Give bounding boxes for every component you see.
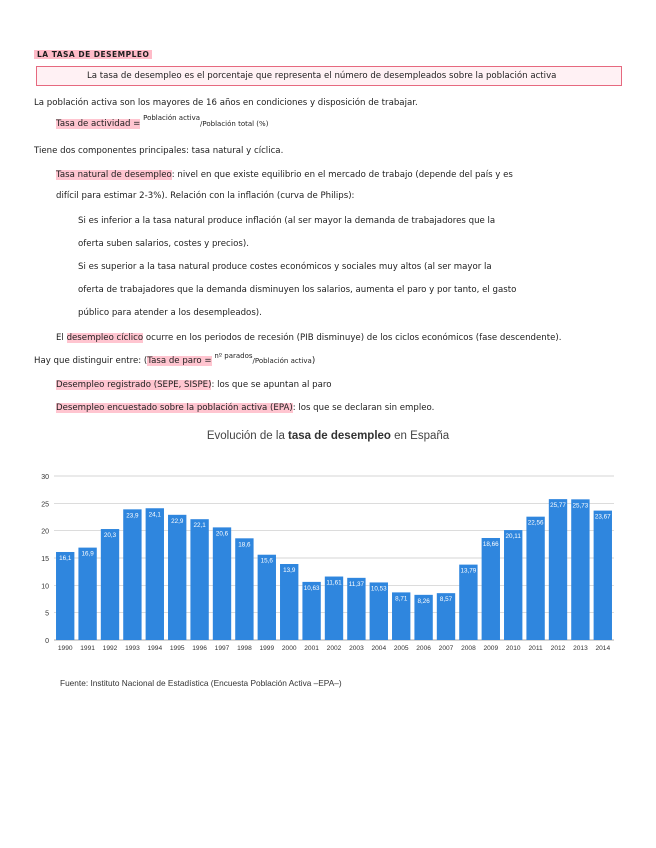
superior-line-2: oferta de trabajadores que la demanda disminuyen los salarios, aumenta el paro y por tanto, el gasto xyxy=(78,285,517,295)
distinguir-pre: Hay que distinguir entre: xyxy=(34,356,142,366)
ciclico-rest: ocurre en los periodos de recesión (PIB disminuye) de los ciclos económicos (fase descendente). xyxy=(145,333,562,343)
bar xyxy=(571,499,589,640)
bar xyxy=(258,555,276,640)
bar-value-label: 22,1 xyxy=(193,522,206,530)
x-tick-label: 2007 xyxy=(438,645,454,652)
bar-value-label: 25,73 xyxy=(572,502,589,510)
x-tick-label: 1994 xyxy=(147,645,163,652)
bar xyxy=(56,552,74,640)
inferior-line-2: oferta suben salarios, costes y precios). xyxy=(78,239,249,249)
bar-value-label: 20,3 xyxy=(103,532,117,540)
tasa-actividad-label: Tasa de actividad = xyxy=(56,119,141,129)
bar xyxy=(146,508,164,640)
source-note: Fuente: Instituto Nacional de Estadística (Encuesta Población Activa –EPA–) xyxy=(60,678,342,688)
x-tick-label: 2005 xyxy=(393,645,409,652)
x-tick-label: 2002 xyxy=(326,645,342,652)
bar-value-label: 11,37 xyxy=(348,580,365,588)
bar xyxy=(190,519,208,640)
x-tick-label: 1999 xyxy=(259,645,275,652)
encuestado-label: Desempleo encuestado sobre la población activa (EPA) xyxy=(56,403,293,413)
y-tick-label: 10 xyxy=(41,583,49,591)
x-tick-label: 1998 xyxy=(237,645,252,652)
x-tick-label: 1993 xyxy=(125,645,140,652)
bar xyxy=(78,548,96,640)
y-tick-label: 15 xyxy=(41,556,49,563)
tasa-actividad-fraction: Población activa/Población total (%) xyxy=(143,113,269,128)
bar-value-label: 24,1 xyxy=(148,511,161,519)
bar xyxy=(526,517,544,640)
x-tick-label: 2001 xyxy=(304,645,319,652)
bar xyxy=(280,564,298,640)
bar-value-label: 22,9 xyxy=(171,517,184,525)
bar xyxy=(213,527,231,640)
y-tick-label: 20 xyxy=(41,528,49,536)
x-tick-label: 2014 xyxy=(595,645,611,652)
superior-line-1: Si es superior a la tasa natural produce costes económicos y sociales muy altos (al ser mayor la xyxy=(78,262,492,272)
bar-value-label: 20,11 xyxy=(505,533,521,541)
poblacion-line: La población activa son los mayores de 16 años en condiciones y disposición de trabajar. xyxy=(34,98,418,108)
doc-title-text: LA TASA DE DESEMPLEO xyxy=(34,50,152,59)
bar-value-label: 18,66 xyxy=(482,540,499,548)
x-tick-label: 2011 xyxy=(528,645,543,652)
ciclico-label: desempleo cíclico xyxy=(66,333,144,343)
bar-value-label: 20,6 xyxy=(215,530,229,538)
x-tick-label: 1990 xyxy=(57,645,73,652)
inferior-line-1: Si es inferior a la tasa natural produce inflación (al ser mayor la demanda de trabajadores que la xyxy=(78,216,496,226)
y-tick-label: 30 xyxy=(41,474,49,481)
x-tick-label: 2010 xyxy=(505,645,521,652)
tasa-paro-label: Tasa de paro = xyxy=(147,356,212,366)
x-tick-label: 2009 xyxy=(483,645,499,652)
registrado-line xyxy=(56,380,332,390)
bar-value-label: 18,6 xyxy=(238,541,251,549)
definition-box xyxy=(36,66,622,86)
x-tick-label: 1991 xyxy=(80,645,95,652)
bar-value-label: 8,71 xyxy=(395,595,408,603)
x-tick-label: 1997 xyxy=(214,645,230,652)
x-tick-label: 1996 xyxy=(192,645,207,652)
bar xyxy=(235,538,253,640)
bar-value-label: 16,1 xyxy=(59,554,72,562)
chart-title-bold: tasa de desempleo xyxy=(288,430,391,442)
x-tick-label: 2013 xyxy=(573,645,588,652)
y-tick-label: 5 xyxy=(45,610,49,618)
bar-value-label: 8,26 xyxy=(417,597,430,605)
tasa-actividad-den: Población total (%) xyxy=(202,119,269,128)
ciclico-line xyxy=(56,333,561,343)
x-tick-label: 2004 xyxy=(371,645,387,652)
definition-text: La tasa de desempleo es el porcentaje que representa el número de desempleados sobre la población activa xyxy=(87,71,557,81)
x-tick-label: 1992 xyxy=(102,645,118,652)
doc-title xyxy=(34,50,152,60)
bar-value-label: 8,57 xyxy=(439,596,453,604)
natural-label: Tasa natural de desempleo xyxy=(56,170,172,180)
bar-value-label: 22,56 xyxy=(527,519,544,527)
x-tick-label: 2000 xyxy=(281,645,297,652)
registrado-label: Desempleo registrado (SEPE, SISPE) xyxy=(56,380,212,390)
bar-value-label: 11,61 xyxy=(326,579,342,587)
x-tick-label: 2012 xyxy=(550,645,566,652)
encuestado-rest: : los que se declaran sin empleo. xyxy=(292,403,435,413)
registrado-rest: : los que se apuntan al paro xyxy=(211,380,332,390)
bar-value-label: 10,63 xyxy=(303,584,320,592)
tasa-paro-den: Población activa xyxy=(254,356,312,365)
bar-value-label: 25,77 xyxy=(550,502,566,510)
bar-value-label: 10,53 xyxy=(370,585,387,593)
y-tick-label: 0 xyxy=(45,638,49,645)
chart-title-post: en España xyxy=(394,430,450,442)
natural-text-1: : nivel en que existe equilibrio en el mercado de trabajo (depende del país y es xyxy=(171,170,513,180)
tasa-paro-num: nº parados xyxy=(214,351,253,360)
chart-title-pre: Evolución de la xyxy=(206,430,285,442)
bar xyxy=(482,538,500,640)
bar xyxy=(459,565,477,640)
x-tick-label: 2003 xyxy=(349,645,364,652)
bar-value-label: 15,6 xyxy=(260,557,273,565)
encuestado-line xyxy=(56,403,434,413)
y-tick-label: 25 xyxy=(41,501,49,509)
tasa-actividad-num: Población activa xyxy=(143,113,201,122)
tasa-actividad-line xyxy=(56,113,269,129)
tasa-paro-fraction: nº parados/Población activa xyxy=(214,351,312,365)
x-tick-label: 1995 xyxy=(169,645,185,652)
bar-value-label: 13,79 xyxy=(460,567,477,575)
bar xyxy=(123,509,141,640)
bar-value-label: 23,9 xyxy=(126,512,139,520)
unemployment-bar-chart xyxy=(30,468,620,658)
chart-title xyxy=(0,430,656,442)
superior-line-3: público para atender a los desempleados). xyxy=(78,308,262,318)
bar-value-label: 23,67 xyxy=(594,513,611,521)
natural-line-1 xyxy=(56,170,513,180)
componentes-line: Tiene dos componentes principales: tasa natural y cíclica. xyxy=(34,146,284,156)
bar-value-label: 13,9 xyxy=(283,567,296,575)
x-tick-label: 2008 xyxy=(461,645,476,652)
bar xyxy=(549,499,567,640)
bar xyxy=(168,515,186,640)
natural-line-2: difícil para estimar 2-3%). Relación con la inflación (curva de Philips): xyxy=(56,191,355,201)
x-tick-label: 2006 xyxy=(416,645,431,652)
bar-value-label: 16,9 xyxy=(81,550,94,558)
bar xyxy=(594,511,612,640)
bar xyxy=(101,529,119,640)
ciclico-pre: El xyxy=(56,333,64,343)
distinguir-line: Hay que distinguir entre: (Tasa de paro = nº parados/Población activa) xyxy=(34,351,316,366)
bar xyxy=(504,530,522,640)
